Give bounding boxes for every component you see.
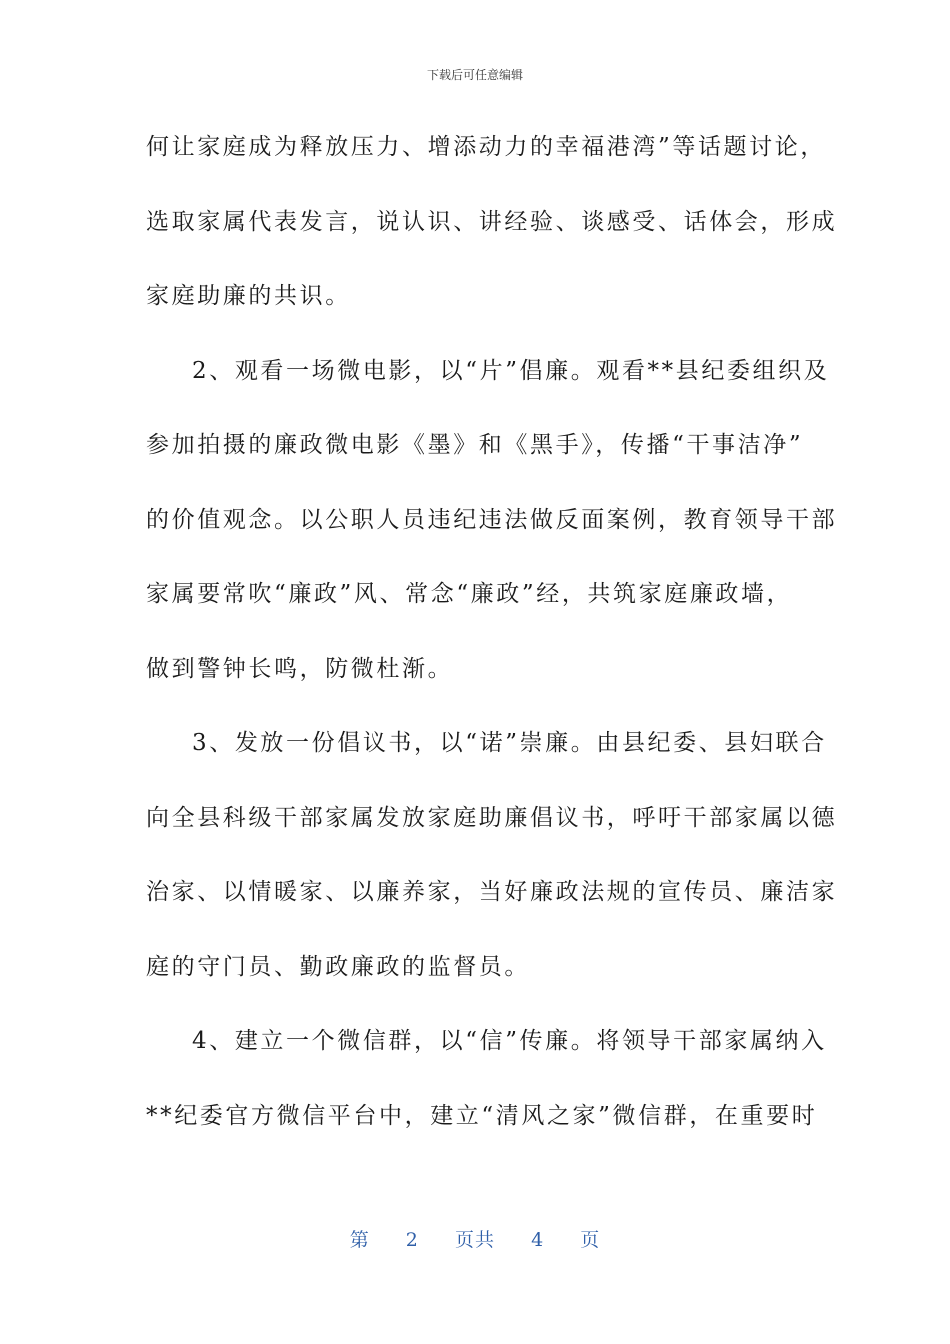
paragraph-start-line: 3、发放一份倡议书，以“诺”崇廉。由县纪委、县妇联合	[192, 730, 827, 756]
text-line: 参加拍摄的廉政微电影《墨》和《黑手》，传播“干事洁净”	[146, 432, 804, 458]
current-page-number: 2	[405, 1229, 419, 1251]
footer-prefix: 第	[349, 1229, 370, 1251]
text-line: 庭的守门员、勤政廉政的监督员。	[146, 953, 530, 980]
text-line: 家属要常吹“廉政”风、常念“廉政”经，共筑家庭廉政墙，	[146, 581, 793, 607]
text-line: 家庭助廉的共识。	[146, 283, 351, 309]
text-line: 选取家属代表发言，说认识、讲经验、谈感受、话体会，形成	[146, 208, 838, 235]
text-line: 的价值观念。以公职人员违纪违法做反面案例，教育领导干部	[146, 506, 838, 533]
text-line: 向全县科级干部家属发放家庭助廉倡议书，呼吁干部家属以德	[146, 804, 838, 831]
footer-middle: 页共	[454, 1229, 495, 1251]
text-line: 治家、以情暖家、以廉养家，当好廉政法规的宣传员、廉洁家	[146, 879, 838, 905]
paragraph-start-line: 4、建立一个微信群，以“信”传廉。将领导干部家属纳入	[192, 1028, 827, 1054]
page-header: 下载后可任意编辑	[426, 68, 523, 82]
page-footer	[0, 1225, 950, 1252]
paragraph-start-line: 2、观看一场微电影，以“片”倡廉。观看**县纪委组织及	[192, 357, 830, 384]
total-page-number: 4	[531, 1229, 545, 1251]
text-line: 做到警钟长鸣，防微杜渐。	[146, 655, 454, 682]
footer-suffix: 页	[580, 1229, 601, 1251]
document-body	[146, 127, 838, 1170]
text-line: **纪委官方微信平台中，建立“清风之家”微信群，在重要时	[146, 1102, 818, 1129]
text-line: 何让家庭成为释放压力、增添动力的幸福港湾”等话题讨论，	[146, 134, 826, 160]
